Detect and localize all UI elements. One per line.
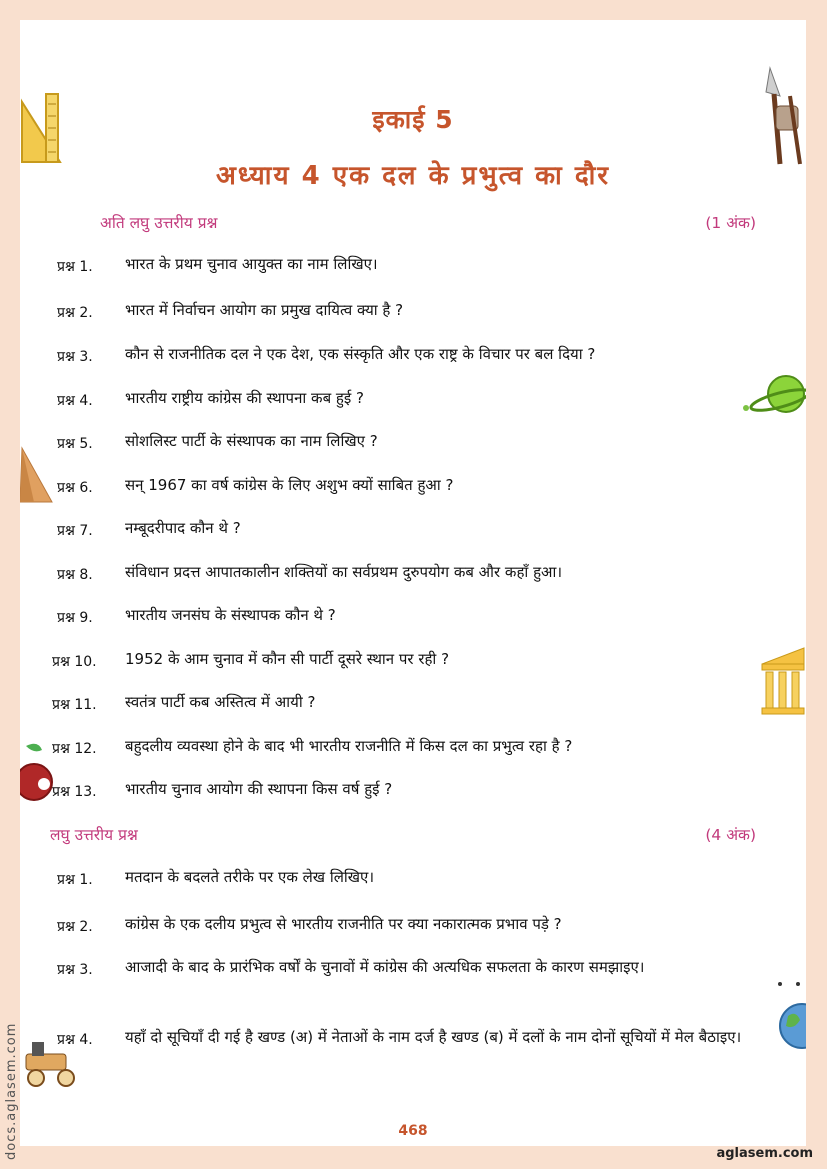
question-text: संविधान प्रदत्त आपातकालीन शक्तियों का सर्वप्रथम दुरुपयोग कब और कहाँ हुआ।: [125, 563, 563, 581]
question-text: भारत में निर्वाचन आयोग का प्रमुख दायित्व क्या है ?: [125, 301, 404, 319]
question-text: सन् 1967 का वर्ष कांग्रेस के लिए अशुभ क्यों साबित हुआ ?: [125, 476, 454, 494]
question-label: प्रश्न 1.: [57, 259, 93, 275]
question-text: बहुदलीय व्यवस्था होने के बाद भी भारतीय राजनीति में किस दल का प्रभुत्व रहा है ?: [125, 737, 573, 755]
question-text: यहाँ दो सूचियाँ दी गई है खण्ड (अ) में नेताओं के नाम दर्ज है खण्ड (ब) में दलों के नाम दोनों सूचियों में मेल बैठाइए।: [125, 1028, 742, 1046]
planet-icon: [740, 370, 806, 420]
section-marks-very-short: (1 अंक): [705, 214, 756, 232]
question-text: सोशलिस्ट पार्टी के संस्थापक का नाम लिखिए ?: [125, 432, 378, 450]
question-label: प्रश्न 4.: [57, 393, 93, 409]
unit-title: इकाई 5: [372, 105, 454, 134]
cart-clipart-icon: [22, 1040, 82, 1090]
question-label: प्रश्न 8.: [57, 567, 93, 583]
question-label: प्रश्न 1.: [57, 872, 93, 888]
question-label: प्रश्न 9.: [57, 610, 93, 626]
ruler-triangle-icon: [20, 92, 64, 164]
section-marks-short: (4 अंक): [705, 826, 756, 844]
question-label: प्रश्न 2.: [57, 919, 93, 935]
question-text: कांग्रेस के एक दलीय प्रभुत्व से भारतीय राजनीति पर क्या नकारात्मक प्रभाव पड़े ?: [125, 915, 562, 933]
question-text: स्वतंत्र पार्टी कब अस्तित्व में आयी ?: [125, 693, 316, 711]
section-heading-very-short: अति लघु उत्तरीय प्रश्न: [100, 214, 218, 232]
pyramid-icon: [20, 444, 54, 504]
question-text: 1952 के आम चुनाव में कौन सी पार्टी दूसरे स्थान पर रही ?: [125, 650, 450, 668]
question-label: प्रश्न 4.: [57, 1032, 93, 1048]
question-label: प्रश्न 10.: [52, 654, 97, 670]
question-text: भारतीय चुनाव आयोग की स्थापना किस वर्ष हुई ?: [125, 780, 393, 798]
question-label: प्रश्न 3.: [57, 349, 93, 365]
site-watermark: aglasem.com: [716, 1146, 813, 1161]
document-page: [20, 20, 806, 1146]
page-number: 468: [398, 1123, 428, 1139]
question-text: भारतीय राष्ट्रीय कांग्रेस की स्थापना कब हुई ?: [125, 389, 364, 407]
question-label: प्रश्न 13.: [52, 784, 97, 800]
question-text: आजादी के बाद के प्रारंभिक वर्षों के चुनावों में कांग्रेस की अत्यधिक सफलता के कारण समझाइए।: [125, 958, 645, 976]
question-label: प्रश्न 7.: [57, 523, 93, 539]
question-text: नम्बूदरीपाद कौन थे ?: [125, 519, 241, 537]
question-label: प्रश्न 12.: [52, 741, 97, 757]
fruit-icon: [20, 740, 56, 806]
question-label: प्रश्न 2.: [57, 305, 93, 321]
question-label: प्रश्न 5.: [57, 436, 93, 452]
side-watermark: docs.aglasem.com: [4, 1022, 19, 1160]
globe-icon: [774, 980, 806, 1052]
temple-pillars-icon: [760, 644, 806, 716]
question-text: भारत के प्रथम चुनाव आयुक्त का नाम लिखिए।: [125, 255, 378, 273]
section-heading-short: लघु उत्तरीय प्रश्न: [50, 826, 138, 844]
question-text: कौन से राजनीतिक दल ने एक देश, एक संस्कृति और एक राष्ट्र के विचार पर बल दिया ?: [125, 345, 596, 363]
question-text: मतदान के बदलते तरीके पर एक लेख लिखिए।: [125, 868, 375, 886]
question-label: प्रश्न 3.: [57, 962, 93, 978]
question-label: प्रश्न 6.: [57, 480, 93, 496]
stone-age-tool-icon: [760, 66, 806, 166]
question-text: भारतीय जनसंघ के संस्थापक कौन थे ?: [125, 606, 336, 624]
chapter-title: अध्याय 4 एक दल के प्रभुत्व का दौर: [215, 161, 611, 191]
question-label: प्रश्न 11.: [52, 697, 97, 713]
